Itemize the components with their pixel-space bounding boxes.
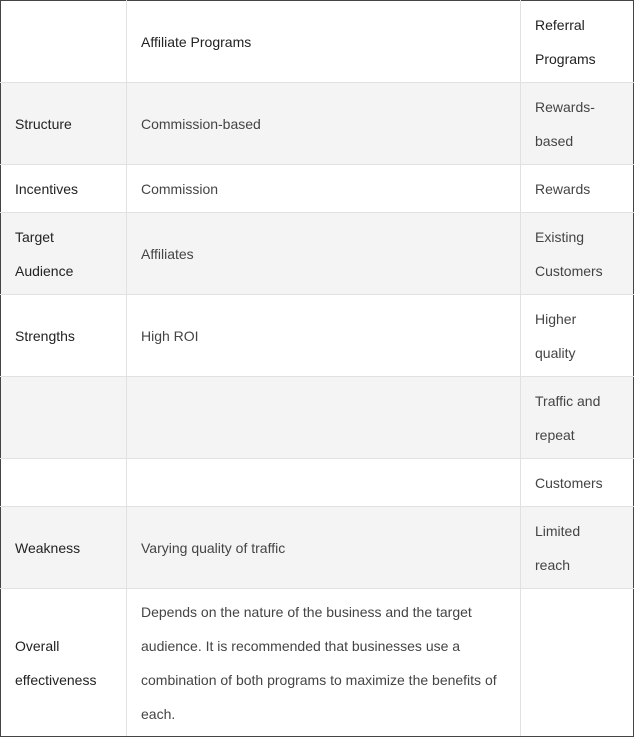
affiliate-cell (127, 459, 521, 507)
affiliate-cell: High ROI (127, 295, 521, 377)
referral-cell: Higher quality (521, 295, 634, 377)
referral-cell: Limited reach (521, 507, 634, 589)
header-cell-empty (1, 1, 127, 83)
header-affiliate-programs: Affiliate Programs (127, 1, 521, 83)
referral-cell: Traffic and repeat (521, 377, 634, 459)
table-row-incentives (1, 165, 634, 213)
referral-cell: Rewards (521, 165, 634, 213)
referral-cell: Customers (521, 459, 634, 507)
referral-cell (521, 589, 634, 737)
table-row-structure (1, 83, 634, 165)
row-label: Strengths (1, 295, 127, 377)
affiliate-cell: Affiliates (127, 213, 521, 295)
table-row-strengths-cont (1, 377, 634, 459)
row-label: Overall effectiveness (1, 589, 127, 737)
row-label: Structure (1, 83, 127, 165)
affiliate-cell (127, 377, 521, 459)
affiliate-cell: Commission-based (127, 83, 521, 165)
table-row-overall-effectiveness (1, 589, 634, 737)
table-row-weakness (1, 507, 634, 589)
table-row-strengths-cont2 (1, 459, 634, 507)
table-row-strengths (1, 295, 634, 377)
header-referral-programs: Referral Programs (521, 1, 634, 83)
affiliate-cell: Commission (127, 165, 521, 213)
affiliate-cell: Depends on the nature of the business and the target audience. It is recommended that businesses use a combination of both programs to maximize the benefits of each. (127, 589, 521, 737)
row-label: Incentives (1, 165, 127, 213)
row-label: Weakness (1, 507, 127, 589)
row-label: Target Audience (1, 213, 127, 295)
affiliate-cell: Varying quality of traffic (127, 507, 521, 589)
referral-cell: Existing Customers (521, 213, 634, 295)
table-header-row (1, 1, 634, 83)
table-row-target-audience (1, 213, 634, 295)
row-label (1, 377, 127, 459)
row-label (1, 459, 127, 507)
referral-cell: Rewards-based (521, 83, 634, 165)
